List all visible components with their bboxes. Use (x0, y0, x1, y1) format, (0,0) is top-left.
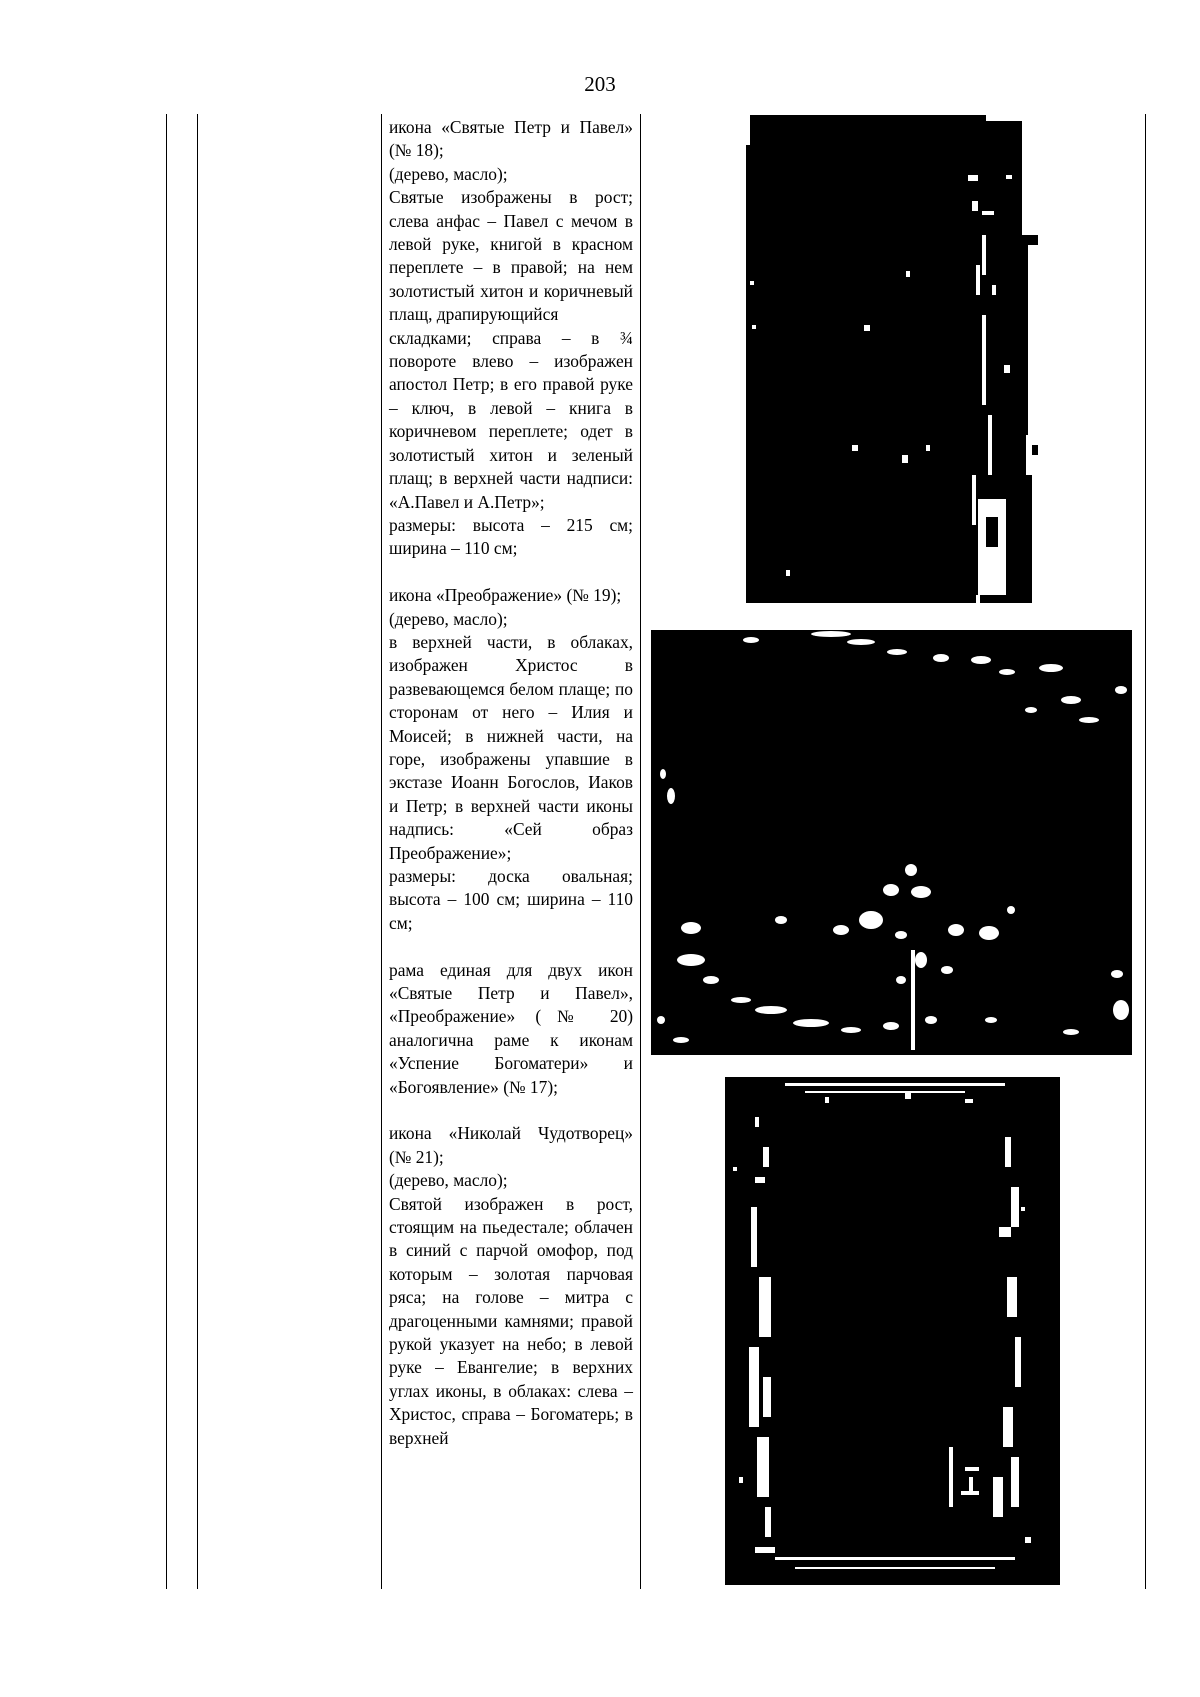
icon-nicholas-the-wonderworker-photo (725, 1077, 1060, 1585)
entry-peter-and-paul (389, 116, 633, 561)
entry-paragraph: размеры: высота – 215 см; ширина – 110 см; (389, 514, 633, 559)
entry-paragraph: складками; справа – в ¾ повороте влево – изображен апостол Петр; в его правой руке – ключ, в левой – книга в коричневом переплете; одет в золотистый хитон и зеленый плащ; в верхней части надписи: «А.Павел и А.Петр»; (389, 327, 633, 512)
page-number: 203 (584, 72, 616, 96)
entry-paragraph: (дерево, масло); (389, 163, 508, 184)
entry-paragraph: (дерево, масло); (389, 608, 508, 629)
description-column (389, 116, 633, 1450)
photo-speckle-layer (651, 630, 1132, 1055)
entry-paragraph: в верхней части, в облаках, изображен Христос в развевающемся белом плаще; по сторонам от него – Илия и Моисей; в нижней части, на горе, изображены упавшие в экстазе Иоанн Богослов, Иаков и Петр; в верхней части иконы надпись: «Сей образ Преображение»; (389, 631, 633, 863)
table-border-left-inner (197, 114, 198, 1589)
icon-transfiguration-photo (651, 630, 1132, 1055)
entry-paragraph: икона «Преображение» (№ 19); (389, 585, 622, 606)
photo-speckle-layer (746, 115, 1038, 603)
entry-paragraph: (дерево, масло); (389, 1170, 508, 1191)
entry-paragraph: рама единая для двух икон «Святые Петр и Павел», «Преображение» (№ 20) аналогична раме к иконам «Успение Богоматери» и «Богоявление» (№ 17); (389, 959, 633, 1097)
entry-transfiguration (389, 584, 633, 935)
table-border-text-right (640, 114, 641, 1589)
entry-paragraph: Святые изображены в рост; слева анфас – Павел с мечом в левой руке, книгой в красном переплете – в правой; на нем золотистый хитон и коричневый плащ, драпирующийся (389, 187, 633, 325)
entry-nicholas (389, 1122, 633, 1450)
entry-paragraph: икона «Святые Петр и Павел» (№ 18); (389, 117, 633, 161)
entry-paragraph: размеры: доска овальная; высота – 100 см; ширина – 110 см; (389, 865, 633, 933)
photo-speckle-layer (725, 1077, 1060, 1585)
table-border-left-outer (166, 114, 167, 1589)
table-border-text-left (381, 114, 382, 1589)
entry-paragraph: икона «Николай Чудотворец» (№ 21); (389, 1123, 633, 1167)
icon-saints-peter-and-paul-photo (746, 115, 1038, 603)
entry-paragraph: Святой изображен в рост, стоящим на пьедестале; облачен в синий с парчой омофор, под которым – золотая парчовая ряса; на голове – митра с драгоценными камнями; правой рукой указует на небо; в левой руке – Евангелие; в верхних углах иконы, в облаках: слева – Христос, справа – Богоматерь; в верхней (389, 1193, 633, 1448)
entry-frame (389, 959, 633, 1099)
table-border-right (1145, 114, 1146, 1589)
